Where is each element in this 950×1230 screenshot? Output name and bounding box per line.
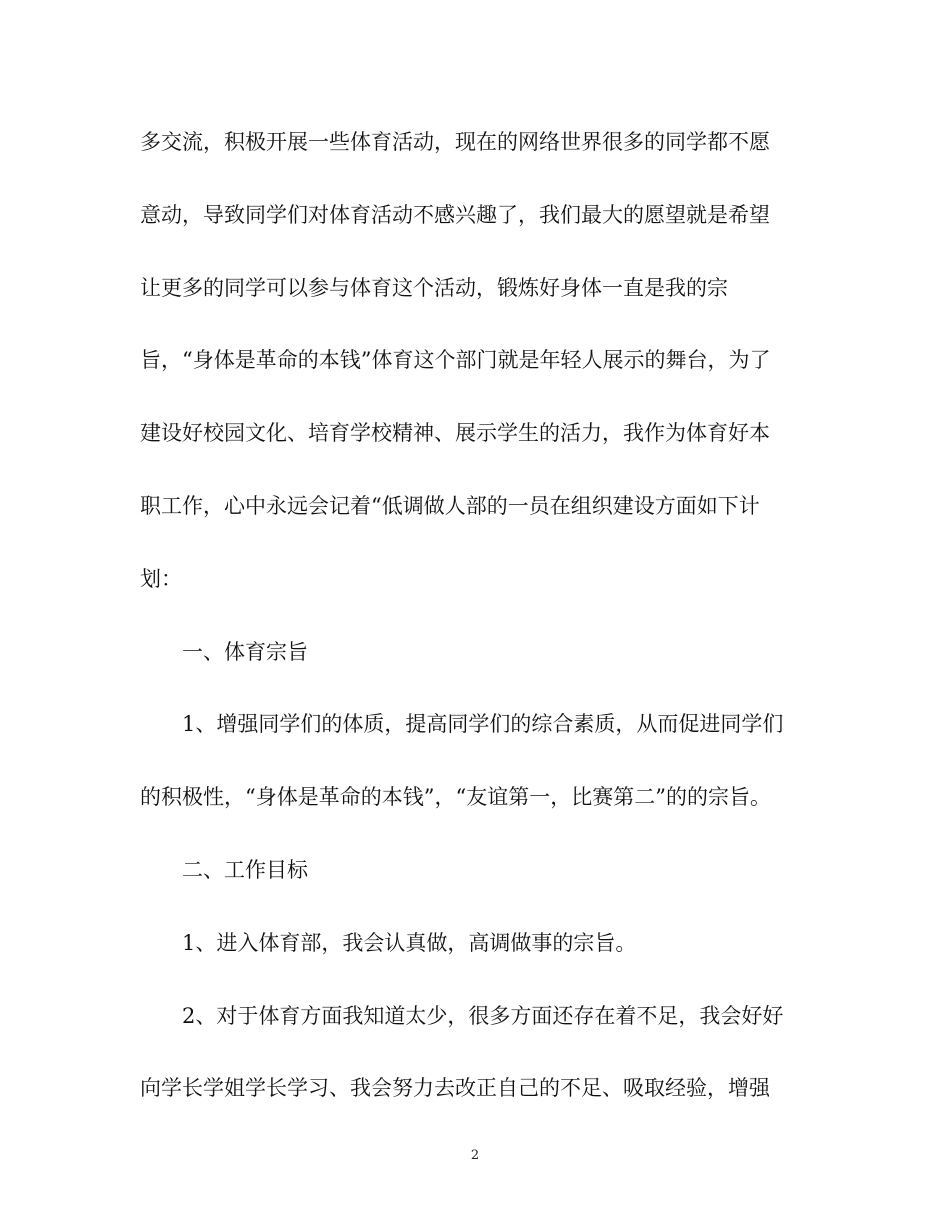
text-line: 划： xyxy=(140,566,182,591)
text-line: 意动，导致同学们对体育活动不感兴趣了，我们最大的愿望就是希望 xyxy=(140,202,770,227)
text-line: 让更多的同学可以参与体育这个活动，锻炼好身体一直是我的宗 xyxy=(140,275,728,300)
text-line: 1、增强同学们的体质，提高同学们的综合素质，从而促进同学们 xyxy=(182,712,784,737)
section-heading: 二、工作目标 xyxy=(182,857,308,882)
body-text xyxy=(140,118,810,1137)
text-line: 向学长学姐学长学习、我会努力去改正自己的不足、吸取经验，增强 xyxy=(140,1076,770,1101)
text-line: 职工作，心中永远会记着“低调做人部的一员在组织建设方面如下计 xyxy=(140,493,760,518)
text-line: 的积极性，“身体是革命的本钱”，“友谊第一，比赛第二”的的宗旨。 xyxy=(140,785,771,810)
text-line: 多交流，积极开展一些体育活动，现在的网络世界很多的同学都不愿 xyxy=(140,130,770,154)
text-line: 建设好校园文化、培育学校精神、展示学生的活力，我作为体育好本 xyxy=(140,421,770,446)
text-line: 2、对于体育方面我知道太少，很多方面还存在着不足，我会好好 xyxy=(182,1003,784,1028)
text-line: 1、进入体育部，我会认真做，高调做事的宗旨。 xyxy=(182,930,637,955)
section-heading: 一、体育宗旨 xyxy=(182,639,308,664)
page-number: 2 xyxy=(470,1148,480,1163)
text-line: 旨，“身体是革命的本钱”体育这个部门就是年轻人展示的舞台，为了 xyxy=(140,348,771,373)
